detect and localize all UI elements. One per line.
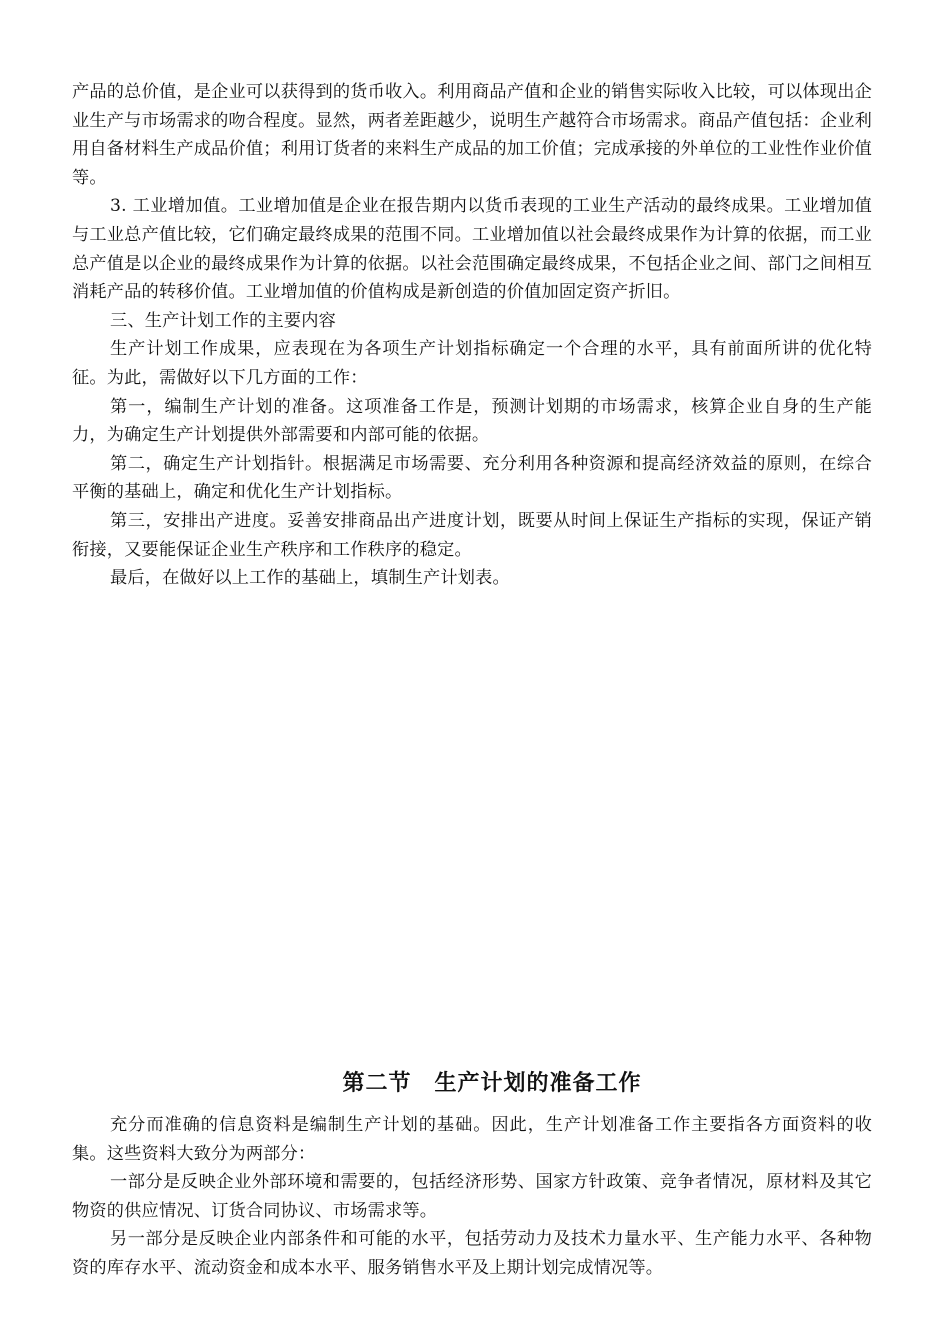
paragraph: 3. 工业增加值。工业增加值是企业在报告期内以货币表现的工业生产活动的最终成果。工业增加值与工业总产值比较，它们确定最终成果的范围不同。工业增加值以社会最终成果作为计算的依据，而工业总产值是以企业的最终成果作为计算的依据。以社会范围确定最终成果，不包括企业之间、部门之间相互消耗产品的转移价值。工业增加值的价值构成是新创造的价值加固定资产折旧。 bbox=[72, 196, 872, 303]
paragraph: 一部分是反映企业外部环境和需要的，包括经济形势、国家方针政策、竞争者情况，原材料及其它物资的供应情况、订货合同协议、市场需求等。 bbox=[72, 1172, 872, 1221]
paragraph: 产品的总价值，是企业可以获得到的货币收入。利用商品产值和企业的销售实际收入比较，可以体现出企业生产与市场需求的吻合程度。显然，两者差距越少，说明生产越符合市场需求。商品产值包括：企业利用自备材料生产成品价值；利用订货者的来料生产成品的加工价值；完成承接的外单位的工业性作业价值等。 bbox=[72, 82, 872, 188]
section-title: 第二节 生产计划的准备工作 bbox=[342, 1071, 642, 1096]
subheading: 三、生产计划工作的主要内容 bbox=[110, 310, 337, 331]
paragraph: 生产计划工作成果，应表现在为各项生产计划指标确定一个合理的水平，具有前面所讲的优化特征。为此，需做好以下几方面的工作： bbox=[72, 339, 872, 388]
section1-body bbox=[72, 78, 872, 593]
paragraph: 第三，安排出产进度。妥善安排商品出产进度计划，既要从时间上保证生产指标的实现，保证产销衔接，又要能保证企业生产秩序和工作秩序的稳定。 bbox=[72, 510, 872, 560]
paragraph: 第一，编制生产计划的准备。这项准备工作是，预测计划期的市场需求，核算企业自身的生产能力，为确定生产计划提供外部需要和内部可能的依据。 bbox=[72, 396, 872, 446]
paragraph: 充分而准确的信息资料是编制生产计划的基础。因此，生产计划准备工作主要指各方面资料的收集。这些资料大致分为两部分： bbox=[72, 1115, 872, 1164]
section2-body bbox=[72, 1111, 872, 1283]
paragraph: 最后，在做好以上工作的基础上，填制生产计划表。 bbox=[110, 568, 510, 589]
paragraph: 另一部分是反映企业内部条件和可能的水平，包括劳动力及技术力量水平、生产能力水平、各种物资的库存水平、流动资金和成本水平、服务销售水平及上期计划完成情况等。 bbox=[72, 1229, 872, 1278]
paragraph: 第二，确定生产计划指针。根据满足市场需要、充分利用各种资源和提高经济效益的原则，在综合平衡的基础上，确定和优化生产计划指标。 bbox=[72, 453, 872, 503]
